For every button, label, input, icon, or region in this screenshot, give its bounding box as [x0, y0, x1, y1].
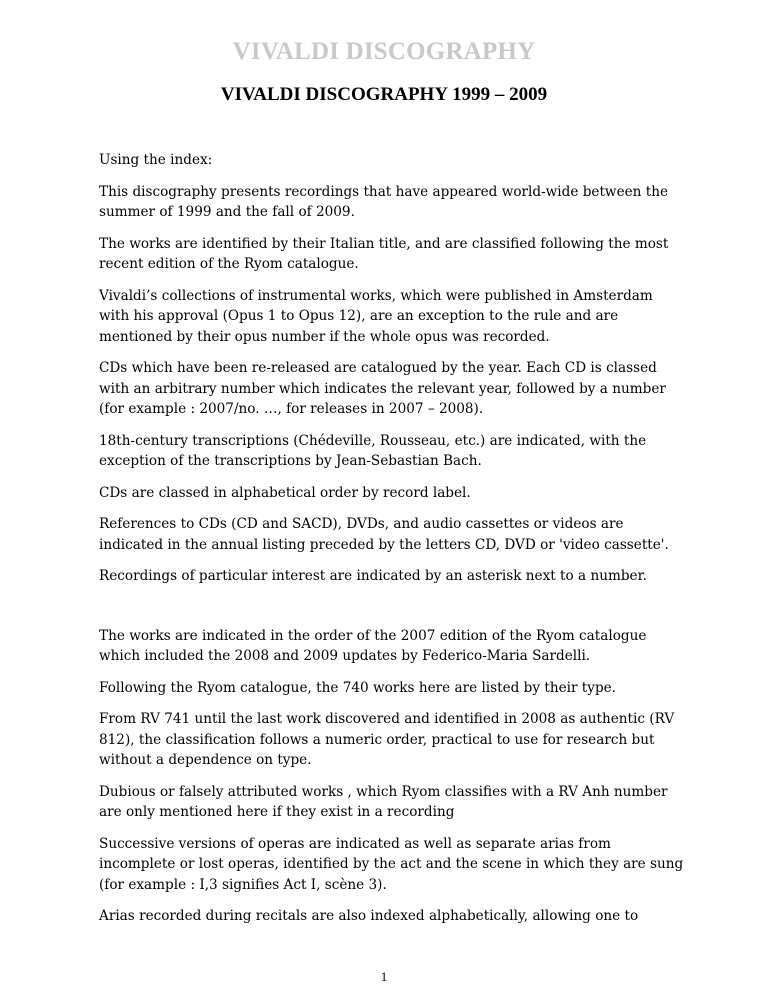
paragraph-arias-index: Arias recorded during recitals are also indexed alphabetically, allowing one to: [99, 908, 639, 924]
paragraph-opera-versions: Successive versions of operas are indicated as well as separate arias from incomplete or lost operas, identified by the act and the scene in which they are sung (for example : I,3 signifies Act I, scène 3).: [99, 835, 684, 893]
paragraph-asterisk: Recordings of particular interest are indicated by an asterisk next to a number.: [99, 568, 647, 584]
paragraph-ryom-order: The works are indicated in the order of the 2007 edition of the Ryom catalogue which included the 2008 and 2009 updates by Federico-Maria Sardelli.: [99, 627, 647, 664]
paragraph-media-references: References to CDs (CD and SACD), DVDs, and audio cassettes or videos are indicated in the annual listing preceded by the letters CD, DVD or 'video cassette'.: [99, 516, 669, 553]
running-header: VIVALDI DISCOGRAPHY: [232, 38, 536, 65]
paragraph-using-index: Using the index:: [99, 152, 213, 168]
paragraph-transcriptions: 18th-century transcriptions (Chédeville, Rousseau, etc.) are indicated, with the exception of the transcriptions by Jean-Sebastian Bach.: [99, 432, 647, 469]
paragraph-opus-collections: Vivaldi’s collections of instrumental works, which were published in Amsterdam with his approval (Opus 1 to Opus 12), are an exception to the rule and are mentioned by their opus number if the whole opus was recorded.: [99, 287, 653, 345]
page-number: 1: [380, 969, 388, 984]
paragraph-scope: This discography presents recordings that have appeared world-wide between the summer of 1999 and the fall of 2009.: [99, 183, 668, 220]
body-text: [99, 150, 684, 938]
paragraph-re-releases: CDs which have been re-released are catalogued by the year. Each CD is classed with an arbitrary number which indicates the relevant year, followed by a number (for example : 2007/no. …, for releases in 2007 – 2008).: [99, 360, 666, 417]
paragraph-by-type: Following the Ryom catalogue, the 740 works here are listed by their type.: [99, 679, 617, 696]
paragraph-label-order: CDs are classed in alphabetical order by record label.: [99, 484, 471, 501]
paragraph-classification: The works are identified by their Italian title, and are classified following the most recent edition of the Ryom catalogue.: [99, 235, 669, 272]
paragraph-dubious-works: Dubious or falsely attributed works , which Ryom classifies with a RV Anh number are only mentioned here if they exist in a recording: [99, 783, 668, 820]
document-title: VIVALDI DISCOGRAPHY 1999 – 2009: [220, 84, 548, 105]
paragraph-numeric-order: From RV 741 until the last work discovered and identified in 2008 as authentic (RV 812), the classification follows a numeric order, practical to use for research but without a dependence on type.: [99, 711, 675, 768]
